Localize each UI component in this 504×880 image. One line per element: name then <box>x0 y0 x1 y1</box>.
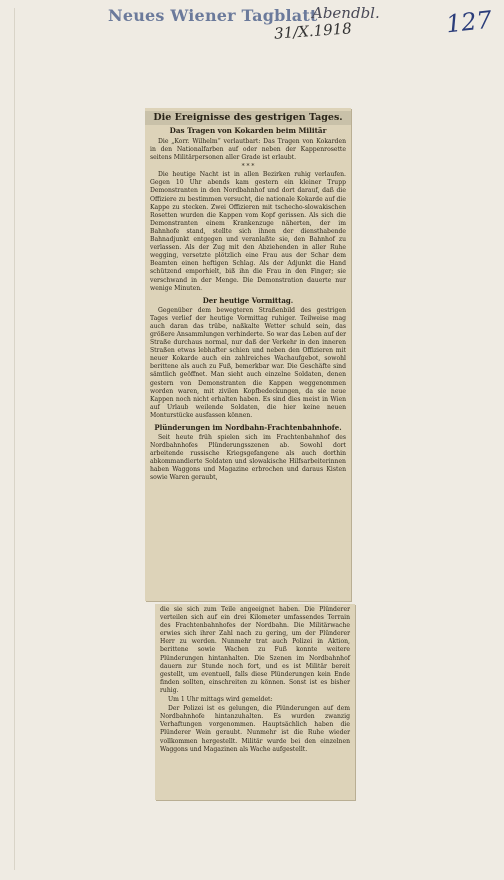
section-heading-morning: Der heutige Vormittag. <box>202 295 294 305</box>
paragraph-night: Die heutige Nacht ist in allen Bezirken ruhig verlaufen. Gegen 10 Uhr abends kam gestern ein kleiner Trupp Demonstranten in den Nordbahnhof und dort darauf, daß die Offiziere zu bestimmen versucht, die nationale Kokarde auf die Kappe zu stecken. Zwei Offizieren mit tschecho-slowakischen Rosetten wurden die Kappen vom Kopf gerissen. Als sich die Demonstranten einem Krankenzuge näherten, der im Bahnhofe stand, stellte sich ihnen der diensthabende Bahnadjunkt entgegen und veranlaßte sie, den Bahnhof zu verlassen. Als der Zug mit den Abziehenden in aller Ruhe wegging, versetzte plötzlich eine Frau aus der Schar dem Beamten einen heftigen Schlag. Als der Adjunkt die Hand schützend emporhielt, biß ihn die Frau in den Finger; sie verschwand in der Menge. Die Demonstration dauerte nur wenige Minuten. <box>150 171 346 292</box>
paragraph-looting: Seit heute früh spielen sich im Frachtenbahnhof des Nordbahnhofes Plünderungsszenen ab. Sowohl dort arbeitende russische Kriegsgefangene als auch dorthin abkommandierte Soldaten und slowakische Hilfsarbeiterinnen haben Waggons und Magazine erbrochen und daraus Kisten sowie Waren geraubt, <box>150 434 346 482</box>
handwritten-edition: Abendbl. <box>312 4 380 22</box>
section-heading-looting: Plünderungen im Nordbahn-Frachtenbahnhofe. <box>154 423 342 432</box>
page-number: 127 <box>444 5 494 39</box>
newspaper-stamp: Neues Wiener Tagblatt <box>108 6 318 25</box>
paragraph-cockades: Die „Korr. Wilhelm“ verlautbart: Das Tragen von Kokarden in den Nationalfarben auf oder neben der Kappenrosette seitens Militärpersonen aller Grade ist erlaubt. <box>150 138 346 162</box>
article-subheading: Das Tragen von Kokarden beim Militär <box>169 126 327 135</box>
newspaper-clipping-continued <box>155 604 355 800</box>
paragraph-looting-continued: die sie sich zum Teile angeeignet haben. Die Plünderer verteilen sich auf ein drei Kilometer umfassendes Terrain des Frachtenbahnhofes der Nordbahn. Die Militärwache erwies sich ihrer Zahl nach zu gering, um der Plünderer Herr zu werden. Nunmehr trat auch Polizei in Aktion, berittene sowie Wachen zu Fuß konnte weitere Plünderungen hintanhalten. Die Szenen im Nordbahnhof dauern zur Stunde noch fort, und es ist Militär bereit gestellt, um eventuell, falls diese Plünderungen kein Ende finden sollten, einschreiten zu können. Sonst ist es bisher ruhig. <box>160 606 350 694</box>
article-headline: Die Ereignisse des gestrigen Tages. <box>145 111 351 125</box>
paragraph-noon-report: Um 1 Uhr mittags wird gemeldet: <box>168 696 273 704</box>
paragraph-police: Der Polizei ist es gelungen, die Plünderungen auf dem Nordbahnhofe hintanzuhalten. Es wurden zwanzig Verhaftungen vorgenommen. Hauptsächlich haben die Plünderer Wein geraubt. Nunmehr ist die Ruhe wieder vollkommen hergestellt. Militär wurde bei den einzelnen Waggons und Magazinen als Wache aufgestellt. <box>160 705 350 753</box>
paragraph-morning: Gegenüber dem bewegteren Straßenbild des gestrigen Tages verlief der heutige Vormittag ruhiger. Teilweise mag auch daran das trübe, naßkalte Wetter schuld sein, das größere Ansammlungen verhinderte. So war das Leben auf der Straße durchaus normal, nur daß der Verkehr in den inneren Straßen etwas lebhafter schien und neben den Offizieren mit neuer Kokarde auch ein zahlreiches Wachaufgebot, sowohl berittene als auch zu Fuß, bemerkbar war. Die Geschäfte sind sämtlich geöffnet. Man sieht auch einzelne Soldaten, denen gestern von Demonstranten die Kappen weggenommen worden waren, mit zivilen Kopfbedeckungen, da sie neue Kappen noch nicht erhalten haben. Es sind dies meist in Wien auf Urlaub weilende Soldaten, die hier keine neuen Monturstücke ausfassen können. <box>150 306 346 419</box>
separator: * * * <box>241 163 255 171</box>
newspaper-clipping-main <box>145 108 351 601</box>
handwritten-date: 31/X.1918 <box>273 19 353 43</box>
